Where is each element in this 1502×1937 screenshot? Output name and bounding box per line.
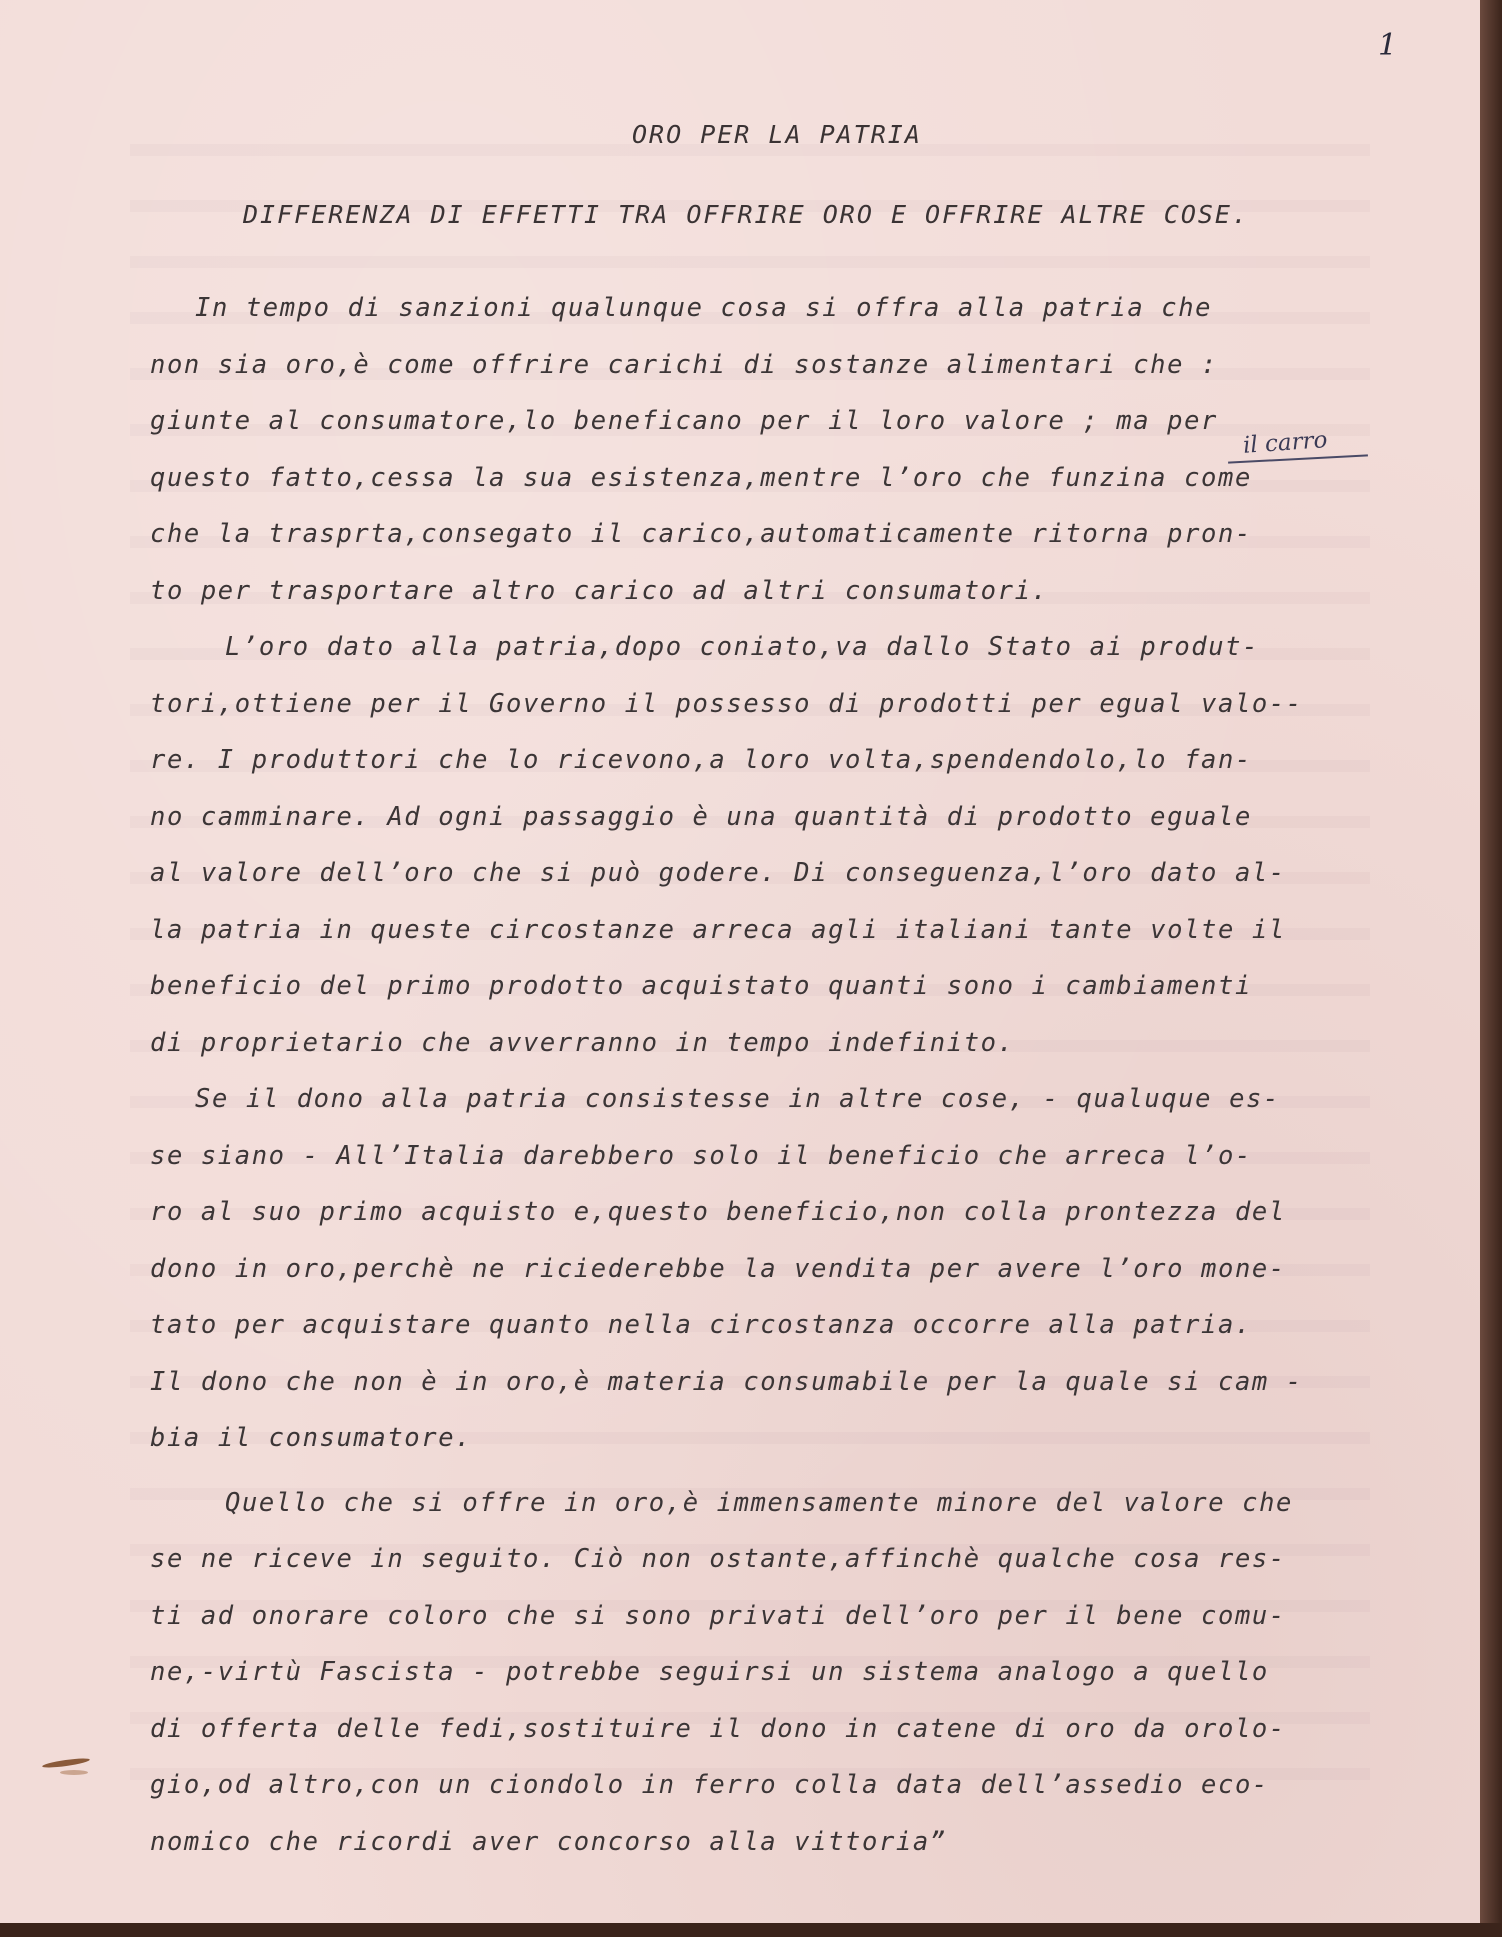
text-line: al valore dell’oro che si può godere. Di conseguenza,l’oro dato al- [150,858,1286,888]
text-line: non sia oro,è come offrire carichi di sostanze alimentari che : [150,349,1218,380]
text-line: tori,ottiene per il Governo il possesso di prodotti per egual valo-- [150,688,1303,719]
text-line: L’oro dato alla patria,dopo coniato,va dallo Stato ai produt- [225,632,1260,662]
paper-stain [42,1757,90,1770]
text-line: re. I produttori che lo ricevono,a loro volta,spendendolo,lo fan- [150,745,1252,775]
text-line: di proprietario che avverranno in tempo indefinito. [150,1027,1015,1058]
paper-edge-bottom [0,1923,1502,1937]
text-line: Il dono che non è in oro,è materia consumabile per la quale si cam - [150,1366,1303,1397]
text-line: nomico che ricordi aver concorso alla vittoria” [150,1826,947,1857]
text-line: la patria in queste circostanze arreca agli italiani tante volte il [150,914,1286,945]
body-text [150,280,1410,1870]
text-line: giunte al consumatore,lo beneficano per il loro valore ; ma per [150,406,1218,436]
text-line: gio,od altro,con un ciondolo in ferro colla data dell’assedio eco- [150,1770,1269,1800]
text-line: tato per acquistare quanto nella circostanza occorre alla patria. [150,1310,1252,1340]
text-line: ti ad onorare coloro che si sono privati dell’oro per il bene comu- [150,1600,1286,1631]
paper-edge-right [1480,0,1502,1937]
text-line: Quello che si offre in oro,è immensamente minore del valore che [225,1487,1293,1518]
page-number: 1 [1378,28,1398,63]
document-subtitle: DIFFERENZA DI EFFETTI TRA OFFRIRE ORO E OFFRIRE ALTRE COSE. [243,200,1250,229]
text-line: ro al suo primo acquisto e,questo beneficio,non colla prontezza del [150,1197,1286,1227]
text-line: In tempo di sanzioni qualunque cosa si offra alla patria che [195,293,1213,323]
text-line: dono in oro,perchè ne riciederebbe la vendita per avere l’oro mone- [150,1253,1286,1284]
text-line: beneficio del primo prodotto acquistato quanti sono i cambiamenti [150,971,1252,1001]
text-line: se ne riceve in seguito. Ciò non ostante,affinchè qualche cosa res- [150,1544,1286,1574]
text-line: bia il consumatore. [150,1423,473,1453]
text-line: che la trasprta,consegato il carico,automaticamente ritorna pron- [150,519,1252,549]
document-title: ORO PER LA PATRIA [632,120,922,149]
handwritten-note: il carro [1242,427,1329,459]
text-line: questo fatto,cessa la sua esistenza,mentre l’oro che funzina come [150,462,1252,493]
text-line: se siano - All’Italia darebbero solo il beneficio che arreca l’o- [150,1140,1252,1171]
text-line: no camminare. Ad ogni passaggio è una quantità di prodotto eguale [150,801,1252,832]
text-line: ne,-virtù Fascista - potrebbe seguirsi un sistema analogo a quello [150,1657,1269,1687]
paper-stain [60,1770,88,1775]
text-line: to per trasportare altro carico ad altri consumatori. [150,575,1049,606]
text-line: di offerta delle fedi,sostituire il dono in catene di oro da orolo- [150,1713,1286,1744]
text-line: Se il dono alla patria consistesse in altre cose, - qualuque es- [195,1084,1280,1114]
